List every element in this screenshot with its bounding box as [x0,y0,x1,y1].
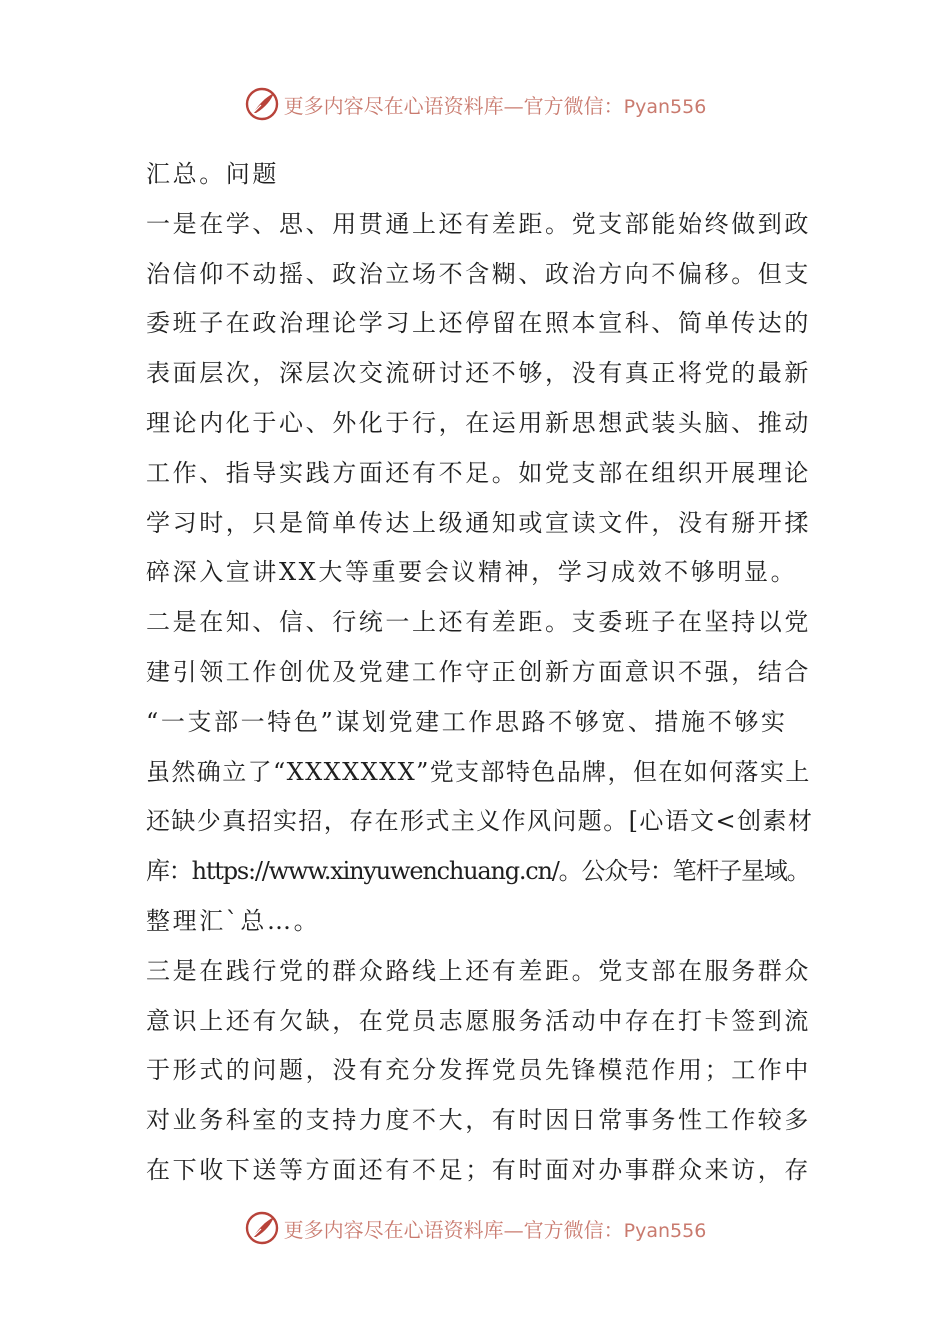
text-line: 理论内化于心、外化于行，在运用新思想武装头脑、推动 [146,408,811,437]
text-line: 库：https://www.xinyuwenchuang.cn/。公众号：笔杆子星域。 [146,857,810,886]
banner-label: 更多内容尽在心语资料库—官方微信： [283,1217,624,1242]
text-line: 还缺少真招实招，存在形式主义作风问题。[心语文<创素材 [146,807,814,836]
banner-label: 更多内容尽在心语资料库—官方微信： [283,93,624,118]
text-line: 三是在践行党的群众路线上还有差距。党支部在服务群众 [146,956,811,985]
text-line: 二是在知、信、行统一上还有差距。支委班子在坚持以党 [146,608,811,637]
text-line: “一支部一特色”谋划党建工作思路不够宽、措施不够实 [146,707,788,736]
text-line: 工作、指导实践方面还有不足。如党支部在组织开展理论 [146,458,811,487]
text-line: 对业务科室的支持力度不大，有时因日常事务性工作较多 [146,1106,811,1135]
document-body [146,150,816,1196]
header-banner [0,84,950,124]
text-line: 虽然确立了“XXXXXXX”党支部特色品牌，但在如何落实上 [146,757,811,786]
banner-text [284,1214,707,1243]
text-line: 建引领工作创优及党建工作守正创新方面意识不强，结合 [146,657,811,686]
text-line: 表面层次，深层次交流研讨还不够，没有真正将党的最新 [146,359,811,388]
quill-logo-icon [244,1210,280,1246]
text-line: 意识上还有欠缺，在党员志愿服务活动中存在打卡签到流 [146,1006,811,1035]
footer-banner [0,1208,950,1248]
quill-logo-icon [244,86,280,122]
text-line: 委班子在政治理论学习上还停留在照本宣科、简单传达的 [146,309,811,338]
body-paragraph [146,150,816,1196]
text-line: 在下收下送等方面还有不足；有时面对办事群众来访，存 [146,1155,811,1184]
banner-handle: Pyan556 [623,1219,707,1242]
text-line: 于形式的问题，没有充分发挥党员先锋模范作用；工作中 [146,1056,811,1085]
text-line: 碎深入宣讲XX大等重要会议精神，学习成效不够明显。 [146,558,798,587]
banner-handle: Pyan556 [623,95,707,118]
text-line: 治信仰不动摇、政治立场不含糊、政治方向不偏移。但支 [146,259,811,288]
banner-text [284,90,707,119]
text-line: 学习时，只是简单传达上级通知或宣读文件，没有掰开揉 [146,508,811,537]
text-line: 整理汇`总…。 [146,906,321,935]
text-line: 汇总。问题 [146,160,279,188]
text-line: 一是在学、思、用贯通上还有差距。党支部能始终做到政 [146,209,811,238]
